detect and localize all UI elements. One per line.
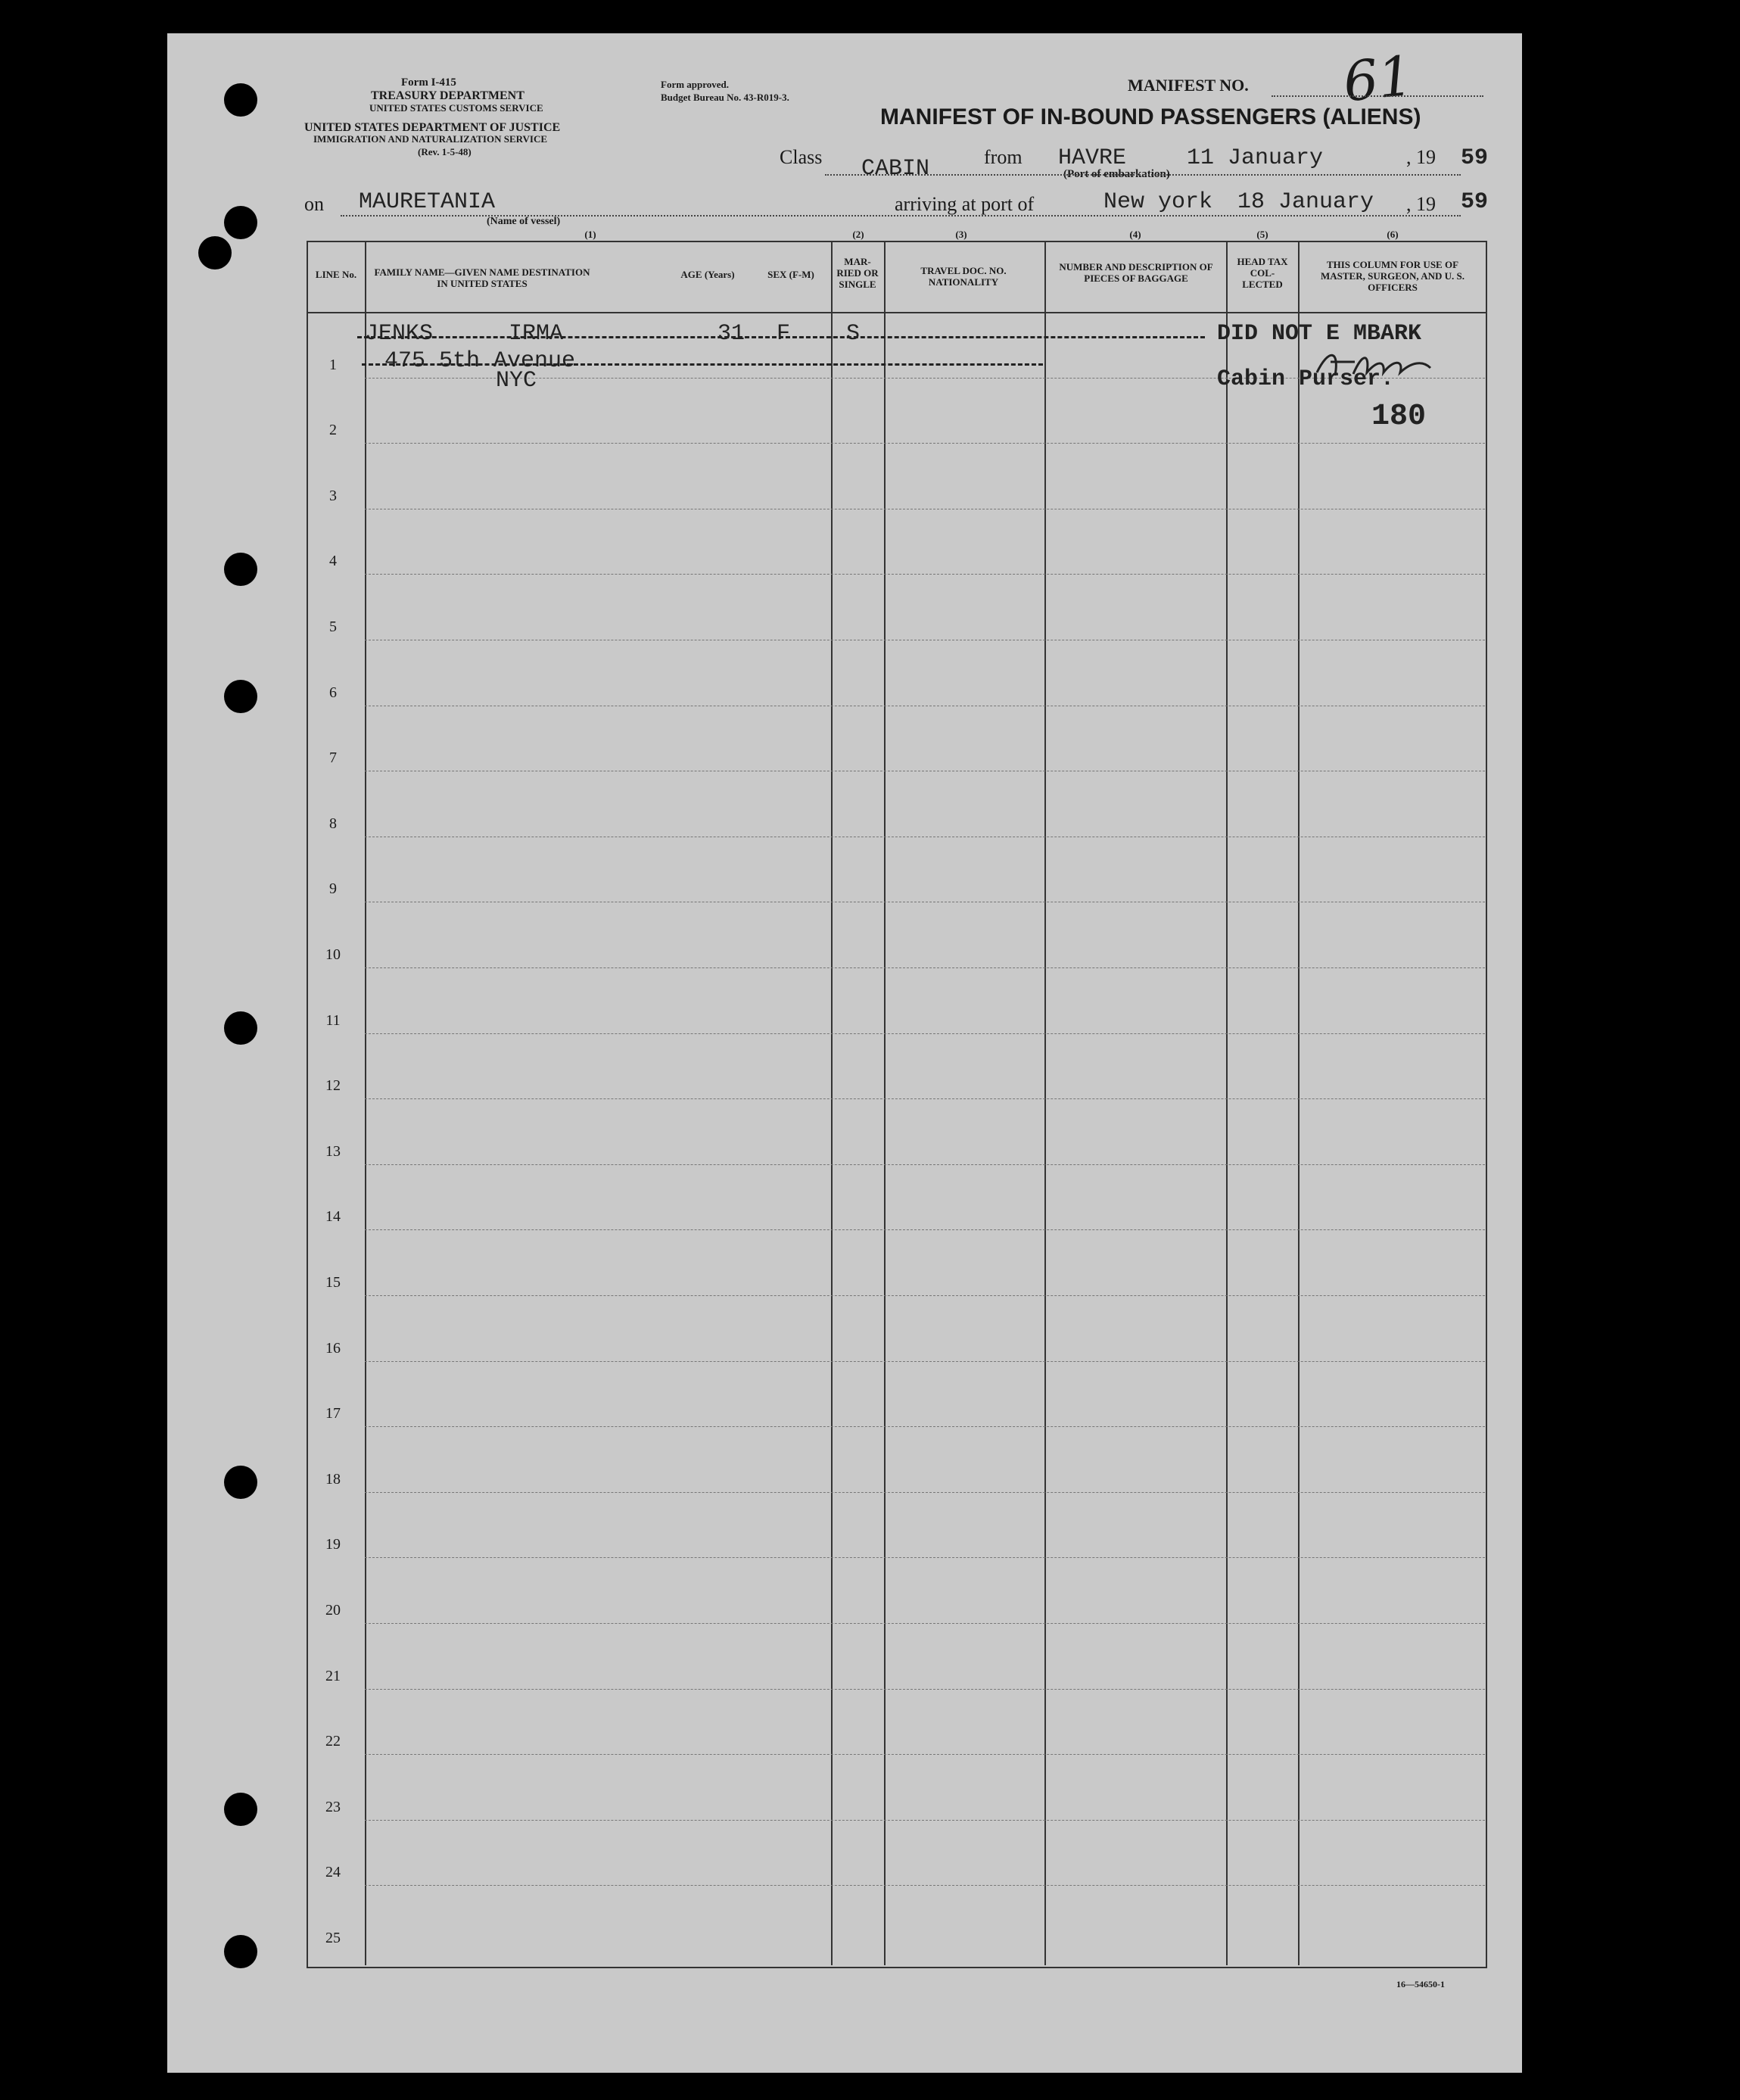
row-number: 7	[329, 749, 337, 767]
row-number: 2	[329, 422, 337, 439]
col-divider-officers	[1298, 241, 1300, 1965]
row-number: 10	[325, 946, 341, 963]
punch-hole	[224, 1935, 257, 1968]
col-number-4: (4)	[1129, 229, 1141, 240]
treasury-dept: TREASURY DEPARTMENT	[371, 89, 524, 102]
row-number: 20	[325, 1602, 341, 1619]
punch-hole	[224, 680, 257, 713]
passenger-sex: F	[777, 321, 791, 347]
punch-hole	[198, 236, 232, 270]
row-number: 15	[325, 1274, 341, 1291]
col-header-baggage: NUMBER AND DESCRIPTION OF PIECES OF BAGGAGE	[1059, 261, 1213, 284]
punch-hole	[224, 553, 257, 586]
col-number-1: (1)	[584, 229, 596, 240]
col-divider-headtax	[1226, 241, 1228, 1965]
punch-hole	[224, 1011, 257, 1045]
footer-code: 16—54650-1	[1396, 1979, 1445, 1989]
arriving-label: arriving at port of	[895, 193, 1035, 215]
justice-dept: UNITED STATES DEPARTMENT OF JUSTICE	[304, 121, 561, 134]
row-divider	[365, 1820, 1485, 1821]
form-number: Form I-415	[401, 76, 456, 89]
row-divider	[365, 1557, 1485, 1558]
row-number: 25	[325, 1930, 341, 1946]
row-divider	[365, 1295, 1485, 1296]
col-header-head-tax: HEAD TAX COL-LECTED	[1237, 256, 1288, 290]
row-number: 14	[325, 1208, 341, 1226]
row-number: 17	[325, 1405, 341, 1422]
class-label: Class	[780, 146, 823, 168]
manifest-no-value: 61	[1340, 43, 1416, 114]
col-header-officers: THIS COLUMN FOR USE OF MASTER, SURGEON, AND U. S. OFFICERS	[1321, 259, 1465, 293]
budget-bureau: Budget Bureau No. 43-R019-3.	[661, 92, 789, 103]
year-2: 59	[1461, 189, 1489, 215]
passenger-given-name: IRMA	[509, 321, 564, 347]
ins-service: IMMIGRATION AND NATURALIZATION SERVICE	[313, 133, 548, 145]
form-approved: Form approved.	[661, 79, 730, 90]
signer-title: Cabin Purser.	[1217, 366, 1395, 392]
row-number: 13	[325, 1142, 341, 1160]
col-divider-marital	[831, 241, 833, 1965]
row-divider	[365, 967, 1485, 968]
passenger-city: NYC	[496, 368, 537, 394]
punch-hole	[224, 1793, 257, 1826]
row-number: 22	[325, 1733, 341, 1750]
on-label: on	[304, 193, 324, 215]
vessel-rule	[341, 215, 1461, 217]
address-strike-line	[362, 363, 1043, 366]
col-header-line-no: LINE No.	[315, 269, 357, 280]
row-number: 1	[329, 356, 337, 373]
row-divider	[365, 1033, 1485, 1034]
col-divider-baggage	[1044, 241, 1046, 1965]
revision: (Rev. 1-5-48)	[418, 146, 472, 157]
row-divider	[365, 1689, 1485, 1690]
row-number: 16	[325, 1339, 341, 1357]
col-number-2: (2)	[852, 229, 864, 240]
row-divider	[365, 1098, 1485, 1099]
passenger-marital: S	[846, 321, 861, 347]
port-of-embarkation: HAVRE	[1058, 145, 1127, 171]
departure-date: 11 January	[1187, 145, 1324, 171]
arrival-date: 18 January	[1237, 189, 1374, 215]
row-number: 12	[325, 1077, 341, 1095]
col-header-travel: TRAVEL DOC. NO. NATIONALITY	[920, 265, 1007, 288]
customs-service: UNITED STATES CUSTOMS SERVICE	[369, 102, 543, 114]
row-number: 19	[325, 1536, 341, 1553]
punch-hole	[224, 1466, 257, 1499]
passenger-address: 475 5th Avenue	[384, 348, 576, 374]
row-divider	[365, 1754, 1485, 1755]
header-row-divider	[307, 312, 1487, 313]
class-rule	[825, 174, 1461, 176]
col-divider-travel	[884, 241, 886, 1965]
year-1: 59	[1461, 145, 1489, 171]
from-label: from	[984, 146, 1023, 168]
row-divider	[365, 574, 1485, 575]
col-number-3: (3)	[955, 229, 967, 240]
row-number: 21	[325, 1667, 341, 1684]
row-number: 24	[325, 1864, 341, 1881]
row-number: 4	[329, 553, 337, 570]
passenger-family-name: JENKS	[365, 321, 434, 347]
entry-number: 180	[1371, 400, 1427, 434]
vessel-name: MAURETANIA	[359, 189, 496, 215]
col-number-5: (5)	[1256, 229, 1268, 240]
col-divider-line	[365, 241, 366, 1965]
row-divider	[365, 1361, 1485, 1362]
manifest-title: MANIFEST OF IN-BOUND PASSENGERS (ALIENS)	[880, 104, 1421, 129]
manifest-no-label: MANIFEST NO.	[1128, 76, 1249, 95]
embark-status: DID NOT E MBARK	[1217, 321, 1422, 347]
row-divider	[365, 443, 1485, 444]
col-header-name: FAMILY NAME—GIVEN NAME DESTINATION IN UNITED STATES	[374, 266, 590, 289]
year-prefix-1: , 19	[1406, 146, 1436, 168]
col-header-sex: SEX (F-M)	[767, 269, 814, 280]
manifest-no-rule	[1272, 95, 1483, 97]
punch-hole	[224, 206, 257, 239]
row-divider	[365, 1229, 1485, 1230]
col-number-6: (6)	[1387, 229, 1399, 240]
row-divider	[365, 1885, 1485, 1886]
row-divider	[365, 1492, 1485, 1493]
row-divider	[365, 1164, 1485, 1165]
row-number: 18	[325, 1470, 341, 1488]
vessel-caption: (Name of vessel)	[487, 216, 561, 227]
row-number: 6	[329, 684, 337, 701]
port-caption: (Port of embarkation)	[1063, 168, 1170, 180]
punch-hole	[224, 83, 257, 117]
row-divider	[365, 1426, 1485, 1427]
row-number: 23	[325, 1798, 341, 1815]
row-number: 8	[329, 815, 337, 832]
row-number: 5	[329, 618, 337, 635]
col-header-age: AGE (Years)	[680, 269, 735, 280]
row-divider	[365, 1623, 1485, 1624]
manifest-table	[307, 241, 1487, 1968]
col-header-married: MAR-RIED OR SINGLE	[836, 256, 879, 290]
year-prefix-2: , 19	[1406, 193, 1436, 215]
row-number: 11	[325, 1011, 341, 1029]
class-value: CABIN	[861, 156, 930, 182]
arrival-port: New york	[1103, 189, 1213, 215]
entry-strike-line	[357, 336, 1205, 338]
row-number: 3	[329, 487, 337, 504]
passenger-age: 31	[717, 321, 745, 347]
row-number: 9	[329, 880, 337, 898]
